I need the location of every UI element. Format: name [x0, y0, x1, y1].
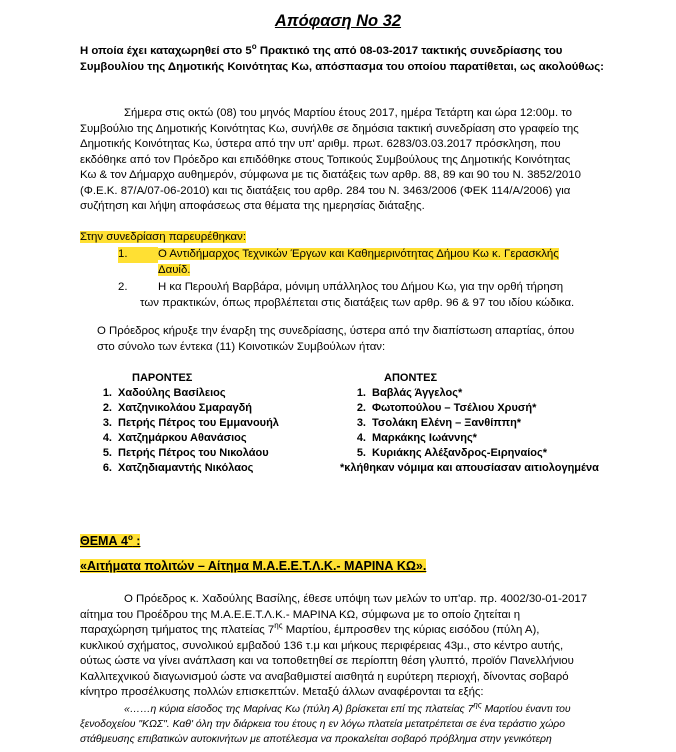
list-item: 3. Πετρής Πέτρος του Εμμανουήλ [102, 417, 279, 429]
attendee-text: των πρακτικών, όπως προβλέπεται στις διατάξεις των αρθρ. 96 & 97 του ιδίου κώδικα. [140, 296, 575, 309]
present-list [96, 371, 356, 476]
list-item: 1. Χαδούλης Βασίλειος [102, 387, 226, 399]
attendee-text: Δαυίδ. [158, 263, 191, 276]
paragraph-line: κυκλικού σχήματος, συνολικού εμβαδού 136 τ.μ και μήκους περιφέρειας 43μ., στο κέντρο αυτής, [80, 639, 564, 652]
list-item: 5. Πετρής Πέτρος του Νικολάου [102, 447, 269, 459]
quote-line: «……η κύρια είσοδος της Μαρίνας Κω (πύλη Α) βρίσκεται επί της πλατείας $7^{\eta\varsigma}$ Μαρτίου έναντι του [124, 700, 571, 715]
request-paragraph [80, 592, 640, 701]
attendee-number: 1. [118, 247, 158, 263]
quorum-paragraph [80, 324, 640, 355]
attendance-intro: Στην συνεδρίαση παρευρέθηκαν: [80, 231, 246, 243]
paragraph-line: Σήμερα στις οκτώ (08) του μηνός Μαρτίου έτους 2017, ημέρα Τετάρτη και ώρα 12:00μ. το [124, 107, 572, 119]
intro-line-1: Η οποία έχει καταχωρηθεί στο $5^o$ Πρακτικό της από 08-03-2017 τακτικής συνεδρίασης του [80, 42, 563, 57]
paragraph-line: (Φ.Ε.Κ. 87/Α/07-06-2010) και τις διατάξεις του αρθρ. 284 του Ν. 3463/2006 (ΦΕΚ 114/Α/2006) για [80, 184, 571, 197]
list-item: 2. Φωτοπούλου – Τσέλιου Χρυσή* [356, 402, 537, 414]
paragraph-line: στο σύνολο των έντεκα (11) Κοινοτικών Συμβούλων ήταν: [97, 340, 386, 353]
list-item: 3. Τσολάκη Ελένη – Ξανθίππη* [356, 417, 522, 429]
paragraph-line: Καλλιτεχνικού διαγωνισμού ώστε να αναβαθμιστεί αισθητά η ευρύτερη περιοχή, δίνοντας σοβαρό [80, 670, 569, 683]
absent-list [338, 371, 638, 476]
list-item: 5. Κυριάκης Αλέξανδρος-Ειρηναίος* [356, 447, 548, 459]
attendee-number: 2. [118, 281, 128, 293]
list-item: 4. Χατζημάρκου Αθανάσιος [102, 432, 247, 444]
intro-block [80, 44, 640, 75]
decision-title: Απόφαση Νο 32 [274, 12, 402, 30]
quote-line: στάθμευσης επιβατικών αυτοκινήτων με αποτέλεσμα να προκαλείται σοβαρό πρόβλημα στην γενικότερη [80, 734, 552, 745]
quoted-text [80, 702, 640, 747]
attendee-2 [118, 280, 638, 311]
absence-note: *κλήθηκαν νόμιμα και απουσίασαν αιτιολογημένα [340, 462, 599, 474]
paragraph-line: αίτημα του Προέδρου της Μ.Α.Ε.Ε.Τ.Λ.Κ.- ΜΑΡΙΝΑ ΚΩ, σύμφωνα με το οποίο ζητείται η [80, 608, 521, 621]
attendee-text: Η κα Περουλή Βαρβάρα, μόνιμη υπάλληλος του Δήμου Κω, για την ορθή τήρηση [158, 281, 564, 293]
paragraph-line: Ο Πρόεδρος κ. Χαδούλης Βασίλης, έθεσε υπόψη των μελών το υπ'αρ. πρ. 4002/30-01-2017 [124, 593, 588, 605]
topic-label: ΘΕΜΑ $4^o$ : [80, 532, 141, 548]
list-item: 2. Χατζηνικολάου Σμαραγδή [102, 402, 252, 414]
list-item: 1. Βαβλάς Άγγελος* [356, 387, 463, 399]
meeting-paragraph [80, 106, 640, 215]
paragraph-line: εκδόθηκε από τον Πρόεδρο και επιδόθηκε στους Τοπικούς Συμβούλους της Δημοτικής Κοινότητας [80, 153, 571, 166]
topic-title: «Αιτήματα πολιτών – Αίτημα Μ.Α.Ε.Ε.Τ.Λ.Κ.- ΜΑΡΙΝΑ ΚΩ». [80, 559, 427, 573]
paragraph-line: συζήτηση και λήψη αποφάσεως στα θέματα της ημερησίας διάταξης. [80, 200, 425, 212]
paragraph-line: Δημοτικής Κοινότητας Κω, ύστερα από την υπ' αριθμ. πρωτ. 6283/03.03.2017 πρόσκληση, που [80, 138, 561, 150]
paragraph-line: Κω & τον Δήμαρχο αυθημερόν, σύμφωνα με τις διατάξεις των αρθρ. 88, 89 και 90 του Ν. 3852/2010 [80, 169, 581, 181]
paragraph-line: ούτως ώστε να γίνει ανάπλαση και να τοποθετηθεί σε περίοπτη θέση γλυπτό, προϊόν Πανελλήνιου [80, 655, 574, 667]
paragraph-line: Ο Πρόεδρος κήρυξε την έναρξη της συνεδρίασης, ύστερα από την διαπίστωση απαρτίας, όπου [97, 325, 575, 337]
paragraph-line: κίνητρο προσέλκυσης πολλών επισκεπτών. Μεταξύ άλλων αναφέρονται τα εξής: [80, 686, 484, 698]
paragraph-line: παραχώρηση τμήματος της πλατείας $7^{\eta\varsigma}$ Μαρτίου, έμπροσθεν της κύριας εισόδου (πύλη Α), [80, 621, 540, 636]
attendee-text: Ο Αντιδήμαρχος Τεχνικών Έργων και Καθημερινότητας Δήμου Κω κ. Γερασκλής [158, 248, 559, 260]
list-item: 4. Μαρκάκης Ιωάννης* [356, 432, 477, 444]
intro-line-2: Συμβουλίου της Δημοτικής Κοινότητας Κω, απόσπασμα του οποίου παρατίθεται, ως ακολούθως: [80, 60, 604, 73]
paragraph-line: Συμβούλιο της Δημοτικής Κοινότητας Κω, συνήλθε σε δημόσια τακτική συνεδρίαση στο γραφείο της [80, 122, 579, 135]
attendee-1 [118, 247, 638, 278]
present-header: ΠΑΡΟΝΤΕΣ [132, 372, 193, 384]
absent-header: ΑΠΟΝΤΕΣ [384, 372, 438, 384]
quote-line: ξενοδοχείου "ΚΩΣ". Καθ' όλη την διάρκεια του έτους η εν λόγω πλατεία μετατρέπεται σε ένα τεράστιο χώρο [80, 719, 566, 730]
list-item: 6. Χατζηδιαμαντής Νικόλαος [102, 462, 254, 474]
